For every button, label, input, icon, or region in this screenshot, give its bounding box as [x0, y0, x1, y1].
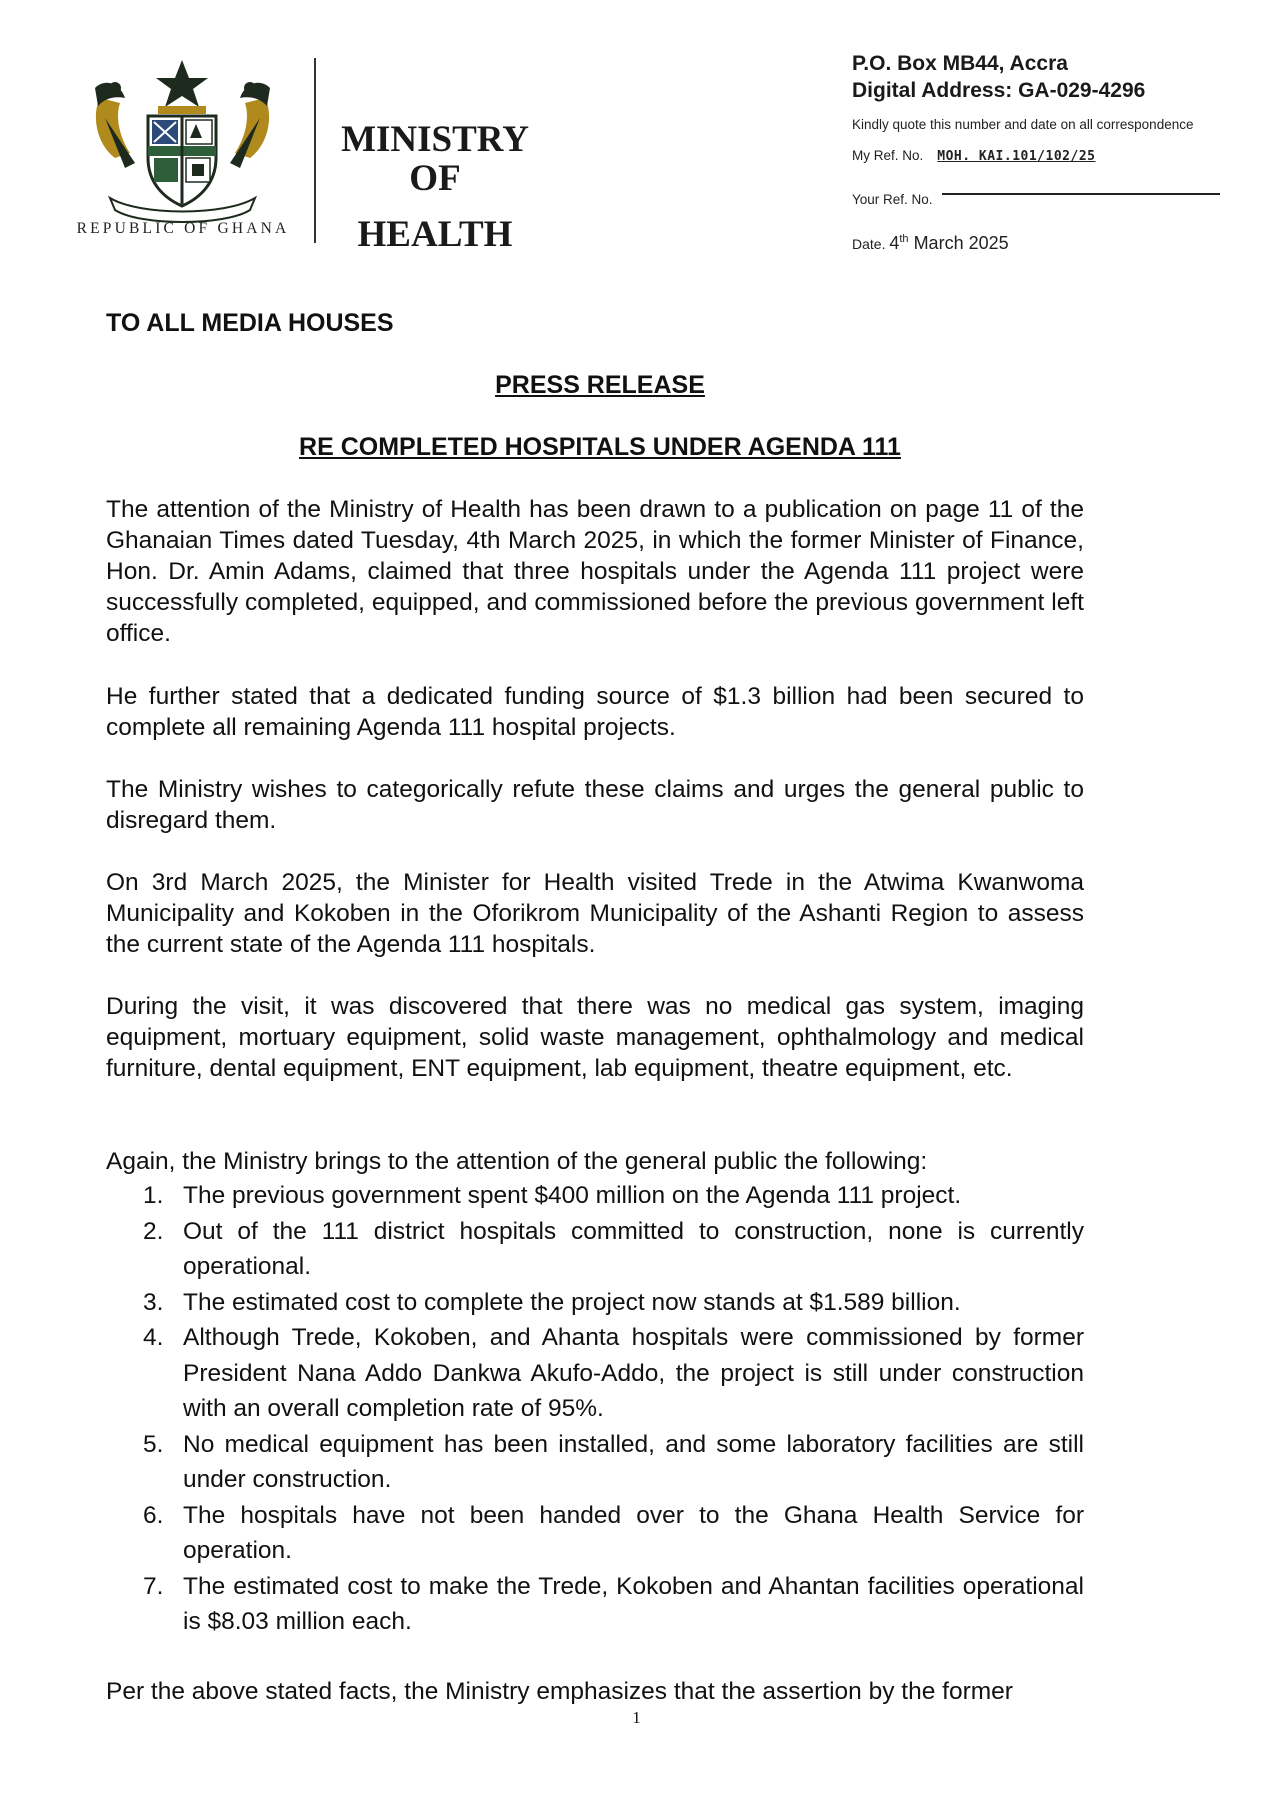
your-ref-line: [942, 193, 1220, 195]
quote-note: Kindly quote this number and date on all correspondence: [852, 117, 1194, 132]
closing-paragraph: Per the above stated facts, the Ministry emphasizes that the assertion by the former: [106, 1678, 1013, 1705]
list-item: 1. The previous government spent $400 million on the Agenda 111 project.: [143, 1182, 962, 1209]
republic-of-ghana-label: REPUBLIC OF GHANA: [76, 220, 290, 237]
ministry-line-1: MINISTRY: [341, 119, 529, 160]
my-ref-row: [852, 148, 1095, 164]
list-item: 7. The estimated cost to make the Trede, Kokoben and Ahantan facilities operational is $8.03 million each.: [143, 1572, 1084, 1635]
digital-address: Digital Address: GA-029-4296: [852, 79, 1146, 102]
list-item: 4. Although Trede, Kokoben, and Ahanta hospitals were commissioned by former President Nana Addo Dankwa Akufo-Addo, the project is still under construction with an overall completion rate of 95%.: [143, 1324, 1084, 1422]
document-title: PRESS RELEASE: [495, 371, 705, 399]
date-value: 4th March 2025: [889, 233, 1009, 253]
date-row: [852, 233, 1009, 254]
facts-list: [106, 1178, 1084, 1640]
paragraph: The attention of the Ministry of Health has been drawn to a publication on page 11 of the Ghanaian Times dated Tuesday, 4th March 2025, in which the former Minister of Finance, Hon. Dr. Amin Adams, claimed that three hospitals under the Agenda 111 project were successfully completed, equipped, and commissioned before the previous government left office.: [106, 496, 1084, 647]
postal-address: P.O. Box MB44, Accra: [852, 52, 1068, 75]
ministry-line-2: OF: [409, 158, 461, 199]
letterhead-divider: [314, 58, 316, 243]
paragraph: He further stated that a dedicated funding source of $1.3 billion had been secured to complete all remaining Agenda 111 hospital projects.: [106, 683, 1084, 741]
ministry-line-3: HEALTH: [357, 214, 513, 255]
your-ref-label: Your Ref. No.: [852, 192, 933, 207]
my-ref-value: MOH. KAI.101/102/25: [937, 149, 1096, 164]
paragraph: During the visit, it was discovered that there was no medical gas system, imaging equipment, mortuary equipment, solid waste management, ophthalmology and medical furniture, dental equipment, ENT equipment, lab equipment, theatre equipment, etc.: [106, 993, 1084, 1082]
list-item: 2. Out of the 111 district hospitals committed to construction, none is currently operational.: [143, 1217, 1084, 1280]
ghana-coat-of-arms-icon: [90, 58, 275, 228]
list-item: 5. No medical equipment has been installed, and some laboratory facilities are still under construction.: [143, 1430, 1084, 1493]
date-label: Date.: [852, 236, 886, 252]
my-ref-label: My Ref. No.: [852, 148, 924, 163]
page-number: 1: [632, 1708, 641, 1727]
paragraph: On 3rd March 2025, the Minister for Health visited Trede in the Atwima Kwanwoma Municipality and Kokoben in the Oforikrom Municipality of the Ashanti Region to assess the current state of the Agenda 111 hospitals.: [106, 869, 1084, 958]
addressee: TO ALL MEDIA HOUSES: [106, 309, 394, 337]
paragraph: The Ministry wishes to categorically refute these claims and urges the general public to disregard them.: [106, 776, 1084, 834]
list-item: 3. The estimated cost to complete the project now stands at $1.589 billion.: [143, 1288, 961, 1316]
document-subject: RE COMPLETED HOSPITALS UNDER AGENDA 111: [299, 433, 901, 461]
paragraph: Again, the Ministry brings to the attention of the general public the following:: [106, 1148, 928, 1175]
list-item: 6. The hospitals have not been handed over to the Ghana Health Service for operation.: [143, 1501, 1084, 1564]
